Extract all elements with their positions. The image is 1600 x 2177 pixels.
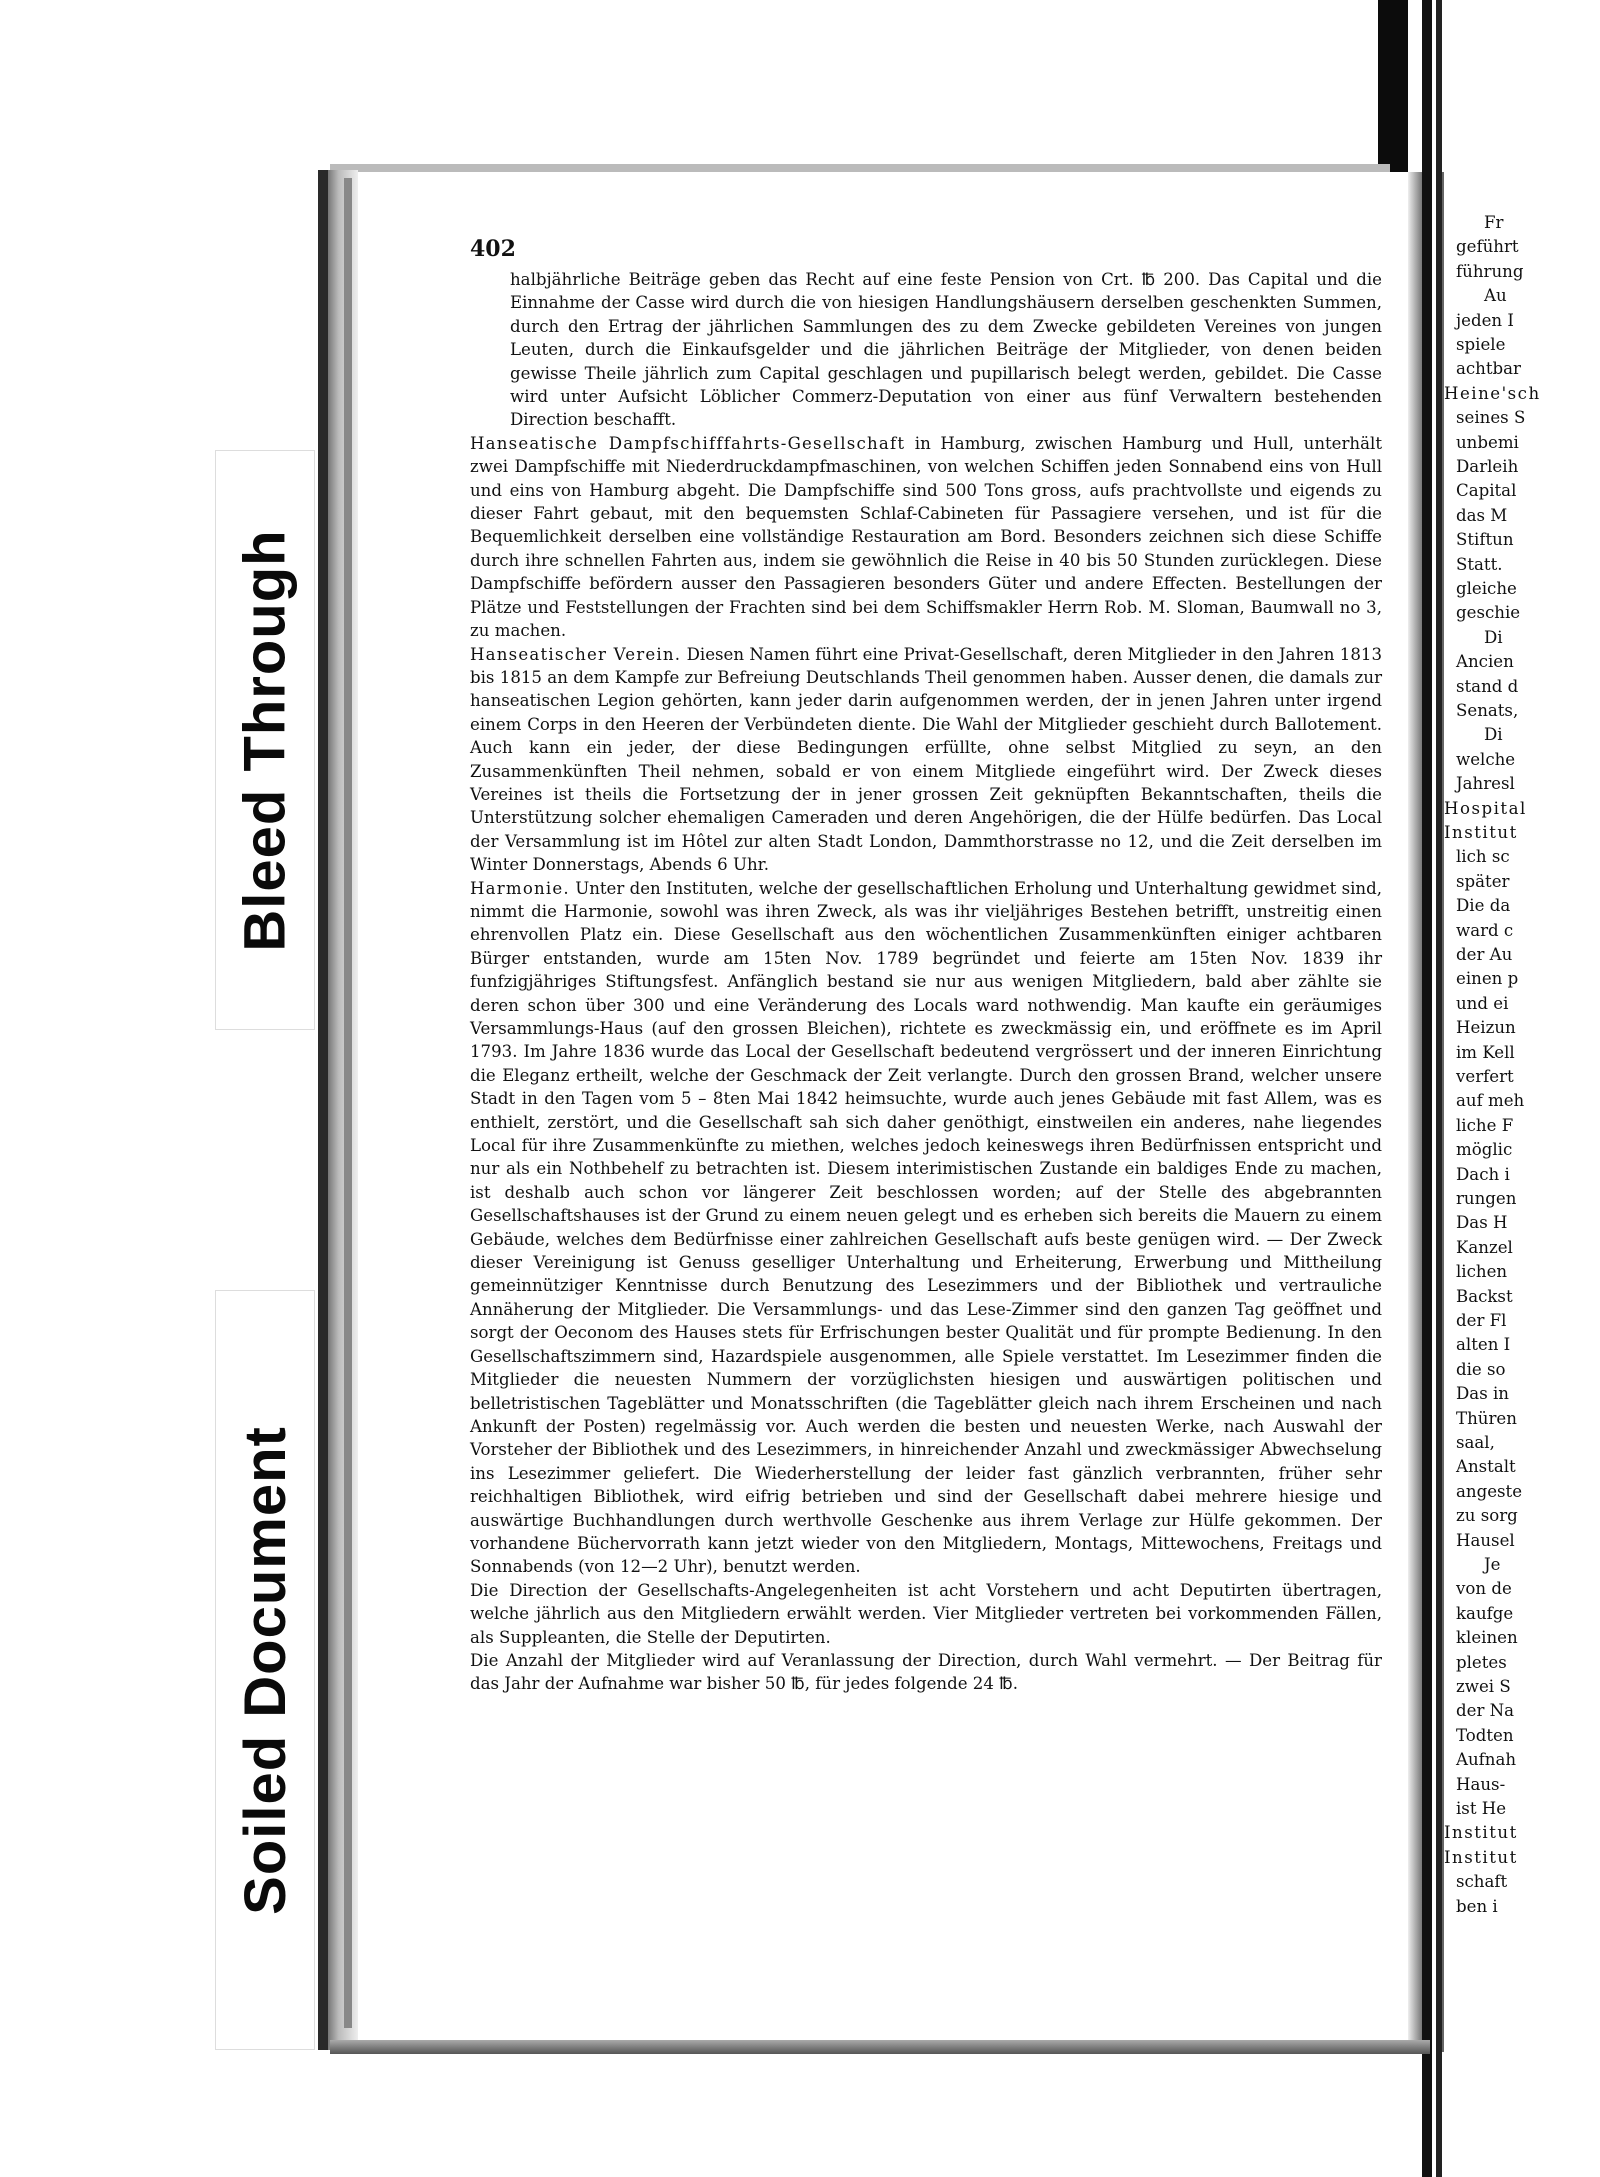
right-page-line: Hausel xyxy=(1456,1530,1515,1550)
page-text xyxy=(470,268,1382,1696)
soiled-document-label xyxy=(215,1290,315,2050)
page-top-edge xyxy=(330,164,1390,172)
right-page-line: stand d xyxy=(1456,676,1519,696)
right-page-line: kaufge xyxy=(1456,1603,1514,1623)
entry-text: Diesen Namen führt eine Privat-Gesellschaft, deren Mitglieder in den Jahren 1813 bis 1815 an dem Kampfe zur Befreiung Deutschlands Theil genommen haben. Ausser denen, die damals zur hanseatischen Legion gehörten, kann jeder darin aufgenommen werden, der in jenen Jahren unter irgend einem Corps in den Heeren der Verbündeten diente. Die Wahl der Mitglieder geschieht durch Ballotement. Auch kann ein jeder, der diese Bedingungen erfüllte, ohne selbst Mitglied zu seyn, an den Zusammenkünften Theil nehmen, sobald er von einem Mitgliede eingeführt wird. Der Zweck dieses Vereines ist theils die Fortsetzung der in jener grossen Zeit geknüpften Bekanntschaften, theils die Unterstützung solcher ehemaligen Cameraden und deren Angehörigen, die der Hülfe bedürfen. Das Local der Versammlung ist im Hôtel zur alten Stadt London, Dammthorstrasse no 12, und die Zeit derselben im Winter Donnerstags, Abends 6 Uhr. xyxy=(470,644,1383,875)
entry-text: Die Anzahl der Mitglieder wird auf Veranlassung der Direction, durch Wahl vermehrt. — Der Beitrag für das Jahr der Aufnahme war bisher 50 ℔, für jedes folgende 24 ℔. xyxy=(470,1650,1382,1694)
right-page-line: geführt xyxy=(1456,237,1519,257)
right-page-line: unbemi xyxy=(1456,432,1519,452)
entry-heading: Harmonie. xyxy=(470,878,570,898)
right-page-line: achtbar xyxy=(1456,359,1521,379)
right-page-line: liche F xyxy=(1456,1115,1514,1135)
right-page-line: rungen xyxy=(1456,1189,1517,1208)
right-page-line: saal, xyxy=(1456,1433,1495,1452)
spine-shadow xyxy=(1422,0,1432,2177)
entry-dampfschifffahrt xyxy=(470,432,1382,643)
right-page-line: lichen xyxy=(1456,1262,1508,1282)
right-page-line: Fr xyxy=(1484,213,1504,232)
right-page-line: Backst xyxy=(1456,1286,1513,1306)
right-page-line: von de xyxy=(1456,1579,1512,1599)
right-page-line: Heizun xyxy=(1456,1018,1516,1038)
right-page-line: führung xyxy=(1456,261,1524,281)
right-page-line: Ancien xyxy=(1456,652,1514,672)
entry-harmonie xyxy=(470,877,1382,1579)
right-page-line: Aufnah xyxy=(1456,1750,1517,1770)
right-page-line: Das in xyxy=(1456,1384,1509,1404)
right-page-line: verfert xyxy=(1456,1067,1514,1086)
right-page-line: Heine'sch xyxy=(1444,383,1541,403)
right-page-line: Das H xyxy=(1456,1213,1508,1233)
entry-text: Unter den Instituten, welche der gesellschaftlichen Erholung und Unterhaltung gewidmet sind, nimmt die Harmonie, sowohl was ihren Zweck, als was ihr vieljähriges Bestehen betrifft, unstreitig einen ehrenvollen Platz ein. Diese Gesellschaft aus den wöchentlichen Zusammenkünften einiger achtbaren Bürger entstanden, wurde am 15ten Nov. 1789 begründet und feierte am 15ten Nov. 1839 ihr funfzigjähriges Stiftungsfest. Anfänglich bestand sie nur aus wenigen Mitgliedern, bald aber zählte sie deren schon über 300 und eine Veränderung des Locals ward nothwendig. Man kaufte ein geräumiges Versammlungs-Haus (auf den grossen Bleichen), richtete es zweckmässig ein, und eröffnete es im April 1793. Im Jahre 1836 wurde das Local der Gesellschaft bedeutend vergrössert und der inneren Einrichtung die Eleganz ertheilt, welche der Geschmack der Zeit verlangte. Durch den grossen Brand, welcher unsere Stadt in den Tagen vom 5 – 8ten Mai 1842 heimsuchte, wurde auch jenes Gebäude mit fast Allem, was es enthielt, zerstört, und die Gesellschaft sah sich daher genöthigt, einstweilen ein anderes, nahe liegendes Local für ihre Zusammenkünfte zu miethen, welches jedoch keineswegs ihren Bedürfnissen entspricht und nur als ein Nothbehelf zu betrachten ist. Diesem interimistischen Zustande ein baldiges Ende zu machen, ist deshalb auch schon vor längerer Zeit beschlossen worden; auf der Stelle des abgebrannten Gesellschaftshauses ist der Grund zu einem neuen gelegt und es erheben sich bereits die Mauern zu einem Gebäude, welches dem Bedürfnisse einer zahlreichen Gesellschaft aufs beste genügen wird. — Der Zweck dieser Vereinigung ist Genuss geselliger Unterhaltung und Erheiterung, Erwerbung und Mittheilung gemeinnütziger Kenntnisse durch Benutzung des Lesezimmers und der Bibliothek und vertrauliche Annäherung der Mitglieder. Die Versammlungs- und das Lese-Zimmer sind den ganzen Tag geöffnet und sorgt der Oeconom des Hauses stets für Erfrischungen bester Qualität und für prompte Bedienung. In den Gesellschaftszimmern sind, Hazardspiele ausgenommen, alle Spiele verstattet. Im Lesezimmer finden die Mitglieder die neuesten Nummern der vorzüglichsten hiesigen und auswärtigen politischen und belletristischen Tageblätter und Monatsschriften (die Tageblätter gleich nach ihrem Erscheinen und nach Ankunft der Posten) regelmässig vor. Auch werden die besten und neuesten Werke, nach Auswahl der Vorsteher der Bibliothek und des Lesezimmers, in hinreichender Anzahl und zweckmässiger Abwechselung ins Lesezimmer geliefert. Die Wiederherstellung der leider fast gänzlich verbrannten, früher sehr reichhaltigen Bibliothek, wird eifrig betrieben und sind der Gesellschaft dabei mehrere hiesige und auswärtige Buchhandlungen durch werthvolle Geschenke aus ihrem Verlage zur Hülfe gekommen. Der vorhandene Büchervorrath kann jetzt wieder von den Mitgliedern, Montags, Mittewochens, Freitags und Sonnabends (von 12—2 Uhr), benutzt werden. xyxy=(470,878,1382,1577)
entry-text: Die Direction der Gesellschafts-Angelegenheiten ist acht Vorstehern und acht Deputirten übertragen, welche jährlich aus den Mitgliedern erwählt werden. Vier Mitglieder vertreten bei vorkommenden Fällen, als Suppleanten, die Stelle der Deputirten. xyxy=(470,1580,1382,1647)
right-page-line: Anstalt xyxy=(1456,1457,1516,1477)
page-left-edge xyxy=(318,170,358,2050)
right-page-line: Haus- xyxy=(1456,1774,1506,1794)
entry-harmonie-members xyxy=(470,1649,1382,1696)
page-bottom-edge xyxy=(330,2040,1430,2054)
right-page-line: Je xyxy=(1484,1555,1501,1574)
right-page-line: geschie xyxy=(1456,603,1521,623)
right-page-line: Die da xyxy=(1456,896,1511,916)
right-page-line: Capital xyxy=(1456,481,1517,501)
right-page-line: spiele xyxy=(1456,335,1506,354)
right-page-line: möglic xyxy=(1456,1140,1513,1160)
entry-harmonie-direction xyxy=(470,1579,1382,1649)
right-page-line: Stiftun xyxy=(1456,530,1514,550)
right-page-line: der Na xyxy=(1456,1701,1515,1721)
right-page-line: ward c xyxy=(1456,920,1514,940)
right-page-line: Statt. xyxy=(1456,554,1503,574)
right-page-line: Dach i xyxy=(1456,1164,1510,1184)
right-page-line: Hospital xyxy=(1444,798,1527,818)
right-page-line: einen p xyxy=(1456,969,1519,989)
right-page-line: Au xyxy=(1484,286,1507,306)
right-page-line: Institut xyxy=(1444,1847,1518,1867)
right-page-line: ist He xyxy=(1456,1799,1507,1818)
right-page-line: kleinen xyxy=(1456,1628,1518,1648)
right-page-line: Di xyxy=(1484,627,1503,647)
entry-paragraph xyxy=(470,877,1382,1579)
entry-text: halbjährliche Beiträge geben das Recht auf eine feste Pension von Crt. ℔ 200. Das Capital und die Einnahme der Casse wird durch die von hiesigen Handlungshäusern derselben geschenkten Summen, durch den Ertrag der jährlichen Sammlungen des zu dem Zwecke gebildeten Vereines von jungen Leuten, durch die Einkaufsgelder und die jährlichen Beiträge der Mitglieder, von denen beiden gewisse Theile jährlich zum Capital geschlagen und pupillarisch belegt werden, gebildet. Die Casse wird unter Aufsicht Löblicher Commerz-Deputation von einer aus fünf Verwaltern bestehenden Direction beschafft. xyxy=(510,270,1382,430)
right-page-line: Todten xyxy=(1456,1725,1514,1745)
bleed-through-text: Bleed Through xyxy=(232,528,298,952)
entry-continuation xyxy=(470,268,1382,432)
right-page-line: lich sc xyxy=(1456,847,1510,867)
right-page-line: später xyxy=(1456,871,1510,891)
soiled-document-text: Soiled Document xyxy=(232,1425,298,1915)
entry-text: in Hamburg, zwischen Hamburg und Hull, unterhält zwei Dampfschiffe mit Niederdruckdampfmaschinen, von welchen Schiffen jeden Sonnabend eins von Hull und eins von Hamburg abgeht. Die Dampfschiffe sind 500 Tons gross, aufs prachtvollste und eigends zu dieser Fahrt gebaut, mit den bequemsten Schlaf-Cabineten für Passagiere versehen, und ist für die Bequemlichkeit derselben eine vollständige Restauration am Bord. Besonders zeichnen sich diese Schiffe durch ihre schnellen Fahrten aus, indem sie gewöhnlich die Reise in 40 bis 50 Stunden zurücklegen. Diese Dampfschiffe befördern ausser den Passagieren besonders Güter und andere Effecten. Bestellungen der Plätze und Feststellungen der Frachten sind bei dem Schiffsmakler Herrn Rob. M. Sloman, Baumwall no 3, zu machen. xyxy=(470,433,1382,641)
right-page-line: Jahresl xyxy=(1456,774,1515,794)
right-page-line: alten I xyxy=(1456,1335,1511,1355)
right-page-line: schaft xyxy=(1456,1872,1508,1892)
right-page-line: Institut xyxy=(1444,1823,1518,1843)
right-page-line: Kanzel xyxy=(1456,1237,1513,1257)
right-page-line: Di xyxy=(1484,725,1503,745)
entry-hanseatischer-verein xyxy=(470,643,1382,877)
right-page-line: das M xyxy=(1456,505,1508,525)
right-page-line: pletes xyxy=(1456,1652,1507,1672)
right-page-line: zu sorg xyxy=(1456,1506,1518,1526)
right-page-line: zwei S xyxy=(1456,1677,1511,1696)
right-page-line: gleiche xyxy=(1456,579,1517,598)
right-page-line: der Fl xyxy=(1456,1311,1507,1330)
right-page-line: ben i xyxy=(1456,1896,1498,1916)
right-page-line: und ei xyxy=(1456,993,1509,1013)
right-page-line: Senats, xyxy=(1456,701,1519,720)
entry-heading: Hanseatische Dampfschifffahrts-Gesellschaft xyxy=(470,433,906,453)
right-page-line: Darleih xyxy=(1456,457,1519,476)
page-left-edge-inner xyxy=(344,178,352,2028)
entry-heading: Hanseatischer Verein. xyxy=(470,644,682,664)
right-page-line: welche xyxy=(1456,749,1516,769)
right-page-line: Thüren xyxy=(1456,1408,1517,1428)
right-page-line: angeste xyxy=(1456,1481,1523,1501)
right-page-line: seines S xyxy=(1456,408,1526,428)
right-page-line: Institut xyxy=(1444,823,1518,842)
right-page-line: die so xyxy=(1456,1359,1506,1379)
entry-paragraph xyxy=(470,432,1382,643)
page-number: 402 xyxy=(470,236,516,262)
right-page-line: im Kell xyxy=(1456,1042,1515,1062)
bleed-through-label xyxy=(215,440,315,1040)
entry-paragraph xyxy=(470,643,1382,877)
binder-strip xyxy=(1378,0,1408,172)
right-page-line: jeden I xyxy=(1456,310,1514,330)
right-page-line: der Au xyxy=(1456,945,1513,964)
right-page-fragment xyxy=(1444,172,1600,2052)
right-page-line: auf meh xyxy=(1456,1091,1525,1111)
